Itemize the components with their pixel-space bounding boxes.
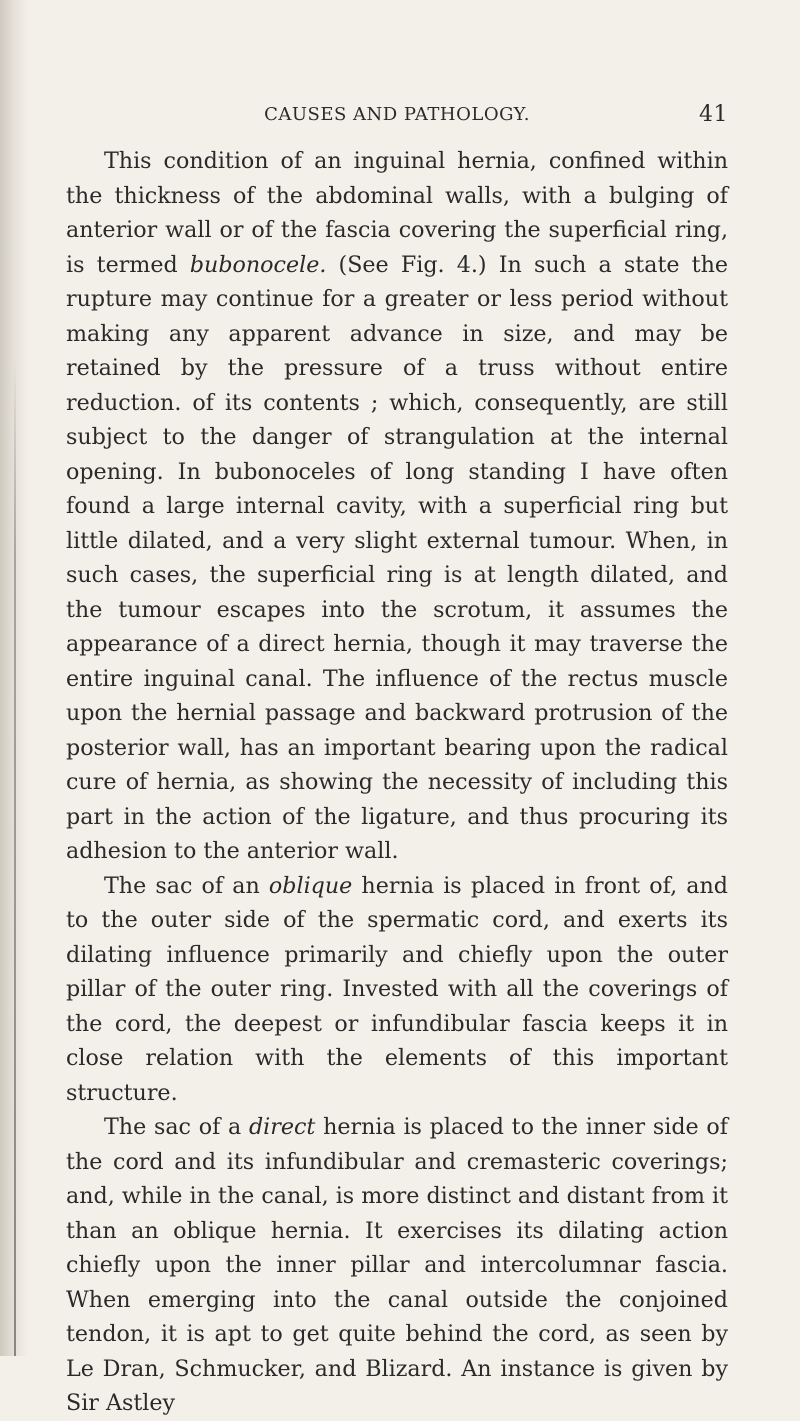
paragraph-text: hernia is placed in front of, and to the outer side of the spermatic cord, and exerts its dilating influence primarily and chiefly upon the outer pillar of the outer ring. Invested with all the coverings of the cord, the deepest or infundibular fascia keeps it in close relation with the elements of this important structure. xyxy=(66,872,728,1106)
paragraph-direct-hernia xyxy=(66,1110,728,1421)
paragraph-text: The sac of an xyxy=(104,872,269,899)
book-page xyxy=(66,104,728,1421)
binding-edge xyxy=(14,360,16,1356)
italic-term: bubonocele. xyxy=(189,251,327,278)
running-title: CAUSES AND PATHOLOGY. xyxy=(264,104,530,125)
italic-term: direct xyxy=(248,1114,316,1140)
running-head xyxy=(66,104,728,140)
paragraph-text: This condition of an inguinal hernia, confined within the thickness of the abdominal walls, with a bulging of anterior wall or of the fascia covering the superficial ring, is termed xyxy=(66,148,728,278)
paragraph-text: (See Fig. 4.) In such a state the rupture may continue for a greater or less period without making any apparent advance in size, and may be retained by the pressure of a truss without entire reduction. of its contents ; which, consequently, are still subject to the danger of strangulation at the internal opening. In bubonoceles of long standing I have often found a large internal cavity, with a superficial ring but little dilated, and a very slight external tumour. When, in such cases, the superficial ring is at length dilated, and the tumour escapes into the scrotum, it assumes the appearance of a direct hernia, though it may traverse the entire inguinal canal. The influence of the rectus muscle upon the hernial passage and backward protrusion of the posterior wall, has an important bearing upon the radical cure of hernia, as showing the necessity of including this part in the action of the ligature, and thus procuring its adhesion to the anterior wall. xyxy=(66,251,728,864)
paragraph-text: hernia is placed to the inner side of the cord and its infundibular and cremasteric coverings; and, while in the canal, is more distinct and distant from it than an oblique hernia. It exercises its dilating action chiefly upon the inner pillar and intercolumnar fascia. When emerging into the canal outside the conjoined tendon, it is apt to get quite behind the cord, as seen by Le Dran, Schmucker, and Blizard. An instance is given by Sir Astley xyxy=(66,1114,728,1416)
italic-term: oblique xyxy=(268,872,353,899)
paragraph-oblique-hernia xyxy=(66,869,728,1111)
body-text xyxy=(66,144,728,1421)
paragraph-bubonocele xyxy=(66,144,728,869)
paragraph-text: The sac of a xyxy=(104,1114,249,1140)
page-number: 41 xyxy=(699,102,728,127)
